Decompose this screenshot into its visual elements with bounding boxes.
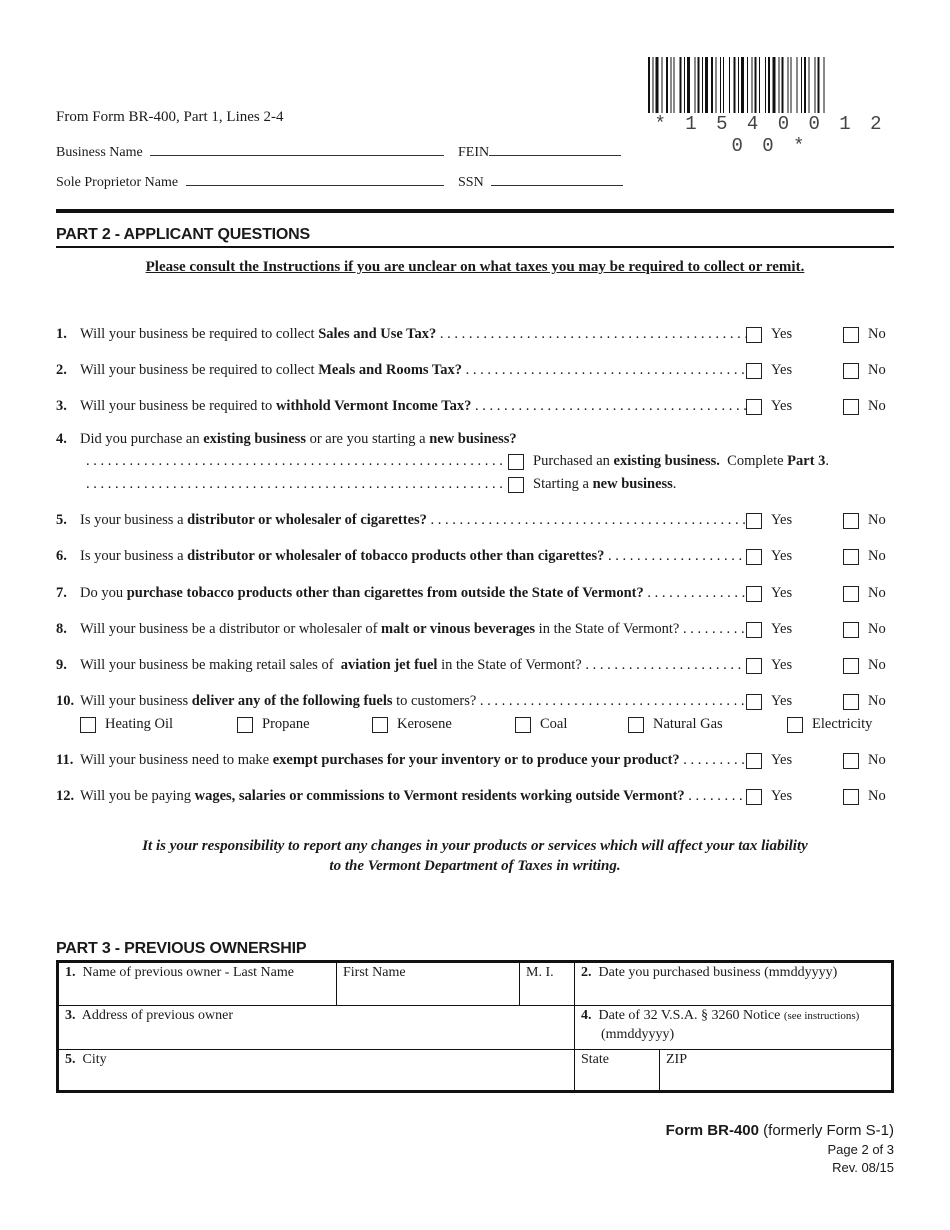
divider <box>56 209 894 213</box>
q4-existing-label: Purchased an existing business. Complete Part 3. <box>533 453 830 469</box>
address-field[interactable]: 3. Address of previous owner <box>58 1006 575 1050</box>
no-checkbox[interactable] <box>843 789 859 805</box>
dot-leader <box>86 476 504 493</box>
yes-checkbox[interactable] <box>746 513 762 529</box>
no-checkbox[interactable] <box>843 753 859 769</box>
no-label: No <box>868 752 886 768</box>
question-text: Is your business a distributor or wholesaler of tobacco products other than cigarettes? . . . <box>80 548 746 565</box>
question-number: 5. <box>56 512 67 528</box>
question-text: Will your business be making retail sales of aviation jet fuel in the State of Vermont? . . . <box>80 657 746 674</box>
page-number: Page 2 of 3 <box>827 1142 894 1157</box>
barcode <box>648 57 892 113</box>
question-row <box>56 362 894 382</box>
question-row <box>56 788 894 808</box>
ssn-row <box>458 171 623 191</box>
question-number: 10. <box>56 693 75 709</box>
question-text: Will your business be a distributor or wholesaler of malt or vinous beverages in the State of Vermont? . . . <box>80 621 746 638</box>
notice-date-field[interactable]: 4. Date of 32 V.S.A. § 3260 Notice (see instructions) (mmddyyyy) <box>575 1006 893 1050</box>
no-checkbox[interactable] <box>843 658 859 674</box>
fuel-checkbox[interactable] <box>515 717 531 733</box>
responsibility-line-1: It is your responsibility to report any changes in your products or services which will affect your tax liability <box>142 838 808 854</box>
yes-label: Yes <box>771 585 793 601</box>
question-text: Will you be paying wages, salaries or commissions to Vermont residents working outside Vermont? . . . <box>80 788 746 805</box>
no-label: No <box>868 548 886 564</box>
sole-proprietor-row <box>56 171 444 191</box>
question-row <box>56 431 894 451</box>
yes-label: Yes <box>771 548 793 564</box>
q4-new-label: Starting a new business. <box>533 476 677 492</box>
fuel-checkbox[interactable] <box>787 717 803 733</box>
yes-checkbox[interactable] <box>746 694 762 710</box>
no-label: No <box>868 657 886 673</box>
yes-label: Yes <box>771 693 793 709</box>
question-number: 2. <box>56 362 67 378</box>
zip-field[interactable]: ZIP <box>660 1050 893 1092</box>
yes-checkbox[interactable] <box>746 549 762 565</box>
no-label: No <box>868 362 886 378</box>
yes-label: Yes <box>771 362 793 378</box>
question-text: Did you purchase an existing business or are you starting a new business? <box>80 431 517 447</box>
question-row <box>56 621 894 641</box>
question-number: 11. <box>56 752 74 768</box>
no-checkbox[interactable] <box>843 399 859 415</box>
yes-label: Yes <box>771 788 793 804</box>
question-number: 8. <box>56 621 67 637</box>
yes-label: Yes <box>771 752 793 768</box>
barcode-number: * 1 5 4 0 0 1 2 0 0 * <box>654 113 886 157</box>
responsibility-line-2: to the Vermont Department of Taxes in writing. <box>329 858 621 874</box>
question-number: 4. <box>56 431 67 447</box>
question-row <box>56 585 894 605</box>
purchase-date-field[interactable]: 2. Date you purchased business (mmddyyyy) <box>575 962 893 1006</box>
question-number: 3. <box>56 398 67 414</box>
question-row <box>56 548 894 568</box>
no-checkbox[interactable] <box>843 586 859 602</box>
yes-label: Yes <box>771 512 793 528</box>
yes-label: Yes <box>771 398 793 414</box>
yes-label: Yes <box>771 657 793 673</box>
yes-checkbox[interactable] <box>746 586 762 602</box>
fuel-checkbox[interactable] <box>237 717 253 733</box>
fein-row <box>458 141 621 161</box>
question-text: Will your business be required to collect Sales and Use Tax? . . . <box>80 326 746 343</box>
yes-checkbox[interactable] <box>746 753 762 769</box>
question-text: Do you purchase tobacco products other than cigarettes from outside the State of Vermont? . . . <box>80 585 746 602</box>
no-checkbox[interactable] <box>843 622 859 638</box>
question-number: 7. <box>56 585 67 601</box>
question-number: 9. <box>56 657 67 673</box>
fein-field[interactable] <box>489 141 621 156</box>
no-checkbox[interactable] <box>843 549 859 565</box>
no-checkbox[interactable] <box>843 327 859 343</box>
no-label: No <box>868 398 886 414</box>
q4-new-checkbox[interactable] <box>508 477 524 493</box>
question-row <box>56 326 894 346</box>
business-name-field[interactable] <box>150 141 444 156</box>
question-row <box>56 693 894 713</box>
source-line: From Form BR-400, Part 1, Lines 2-4 <box>56 109 284 125</box>
question-text: Is your business a distributor or wholesaler of cigarettes? . . . <box>80 512 746 529</box>
business-name-label: Business Name <box>56 145 143 160</box>
question-number: 12. <box>56 788 75 804</box>
city-field[interactable]: 5. City <box>58 1050 575 1092</box>
sole-proprietor-field[interactable] <box>186 171 444 186</box>
previous-ownership-table <box>56 960 894 1093</box>
question-number: 6. <box>56 548 67 564</box>
no-label: No <box>868 512 886 528</box>
no-label: No <box>868 693 886 709</box>
fein-label: FEIN <box>458 145 490 160</box>
no-label: No <box>868 326 886 342</box>
question-row <box>56 512 894 532</box>
dot-leader <box>86 453 504 470</box>
fuel-checkbox[interactable] <box>372 717 388 733</box>
fuel-checkbox[interactable] <box>80 717 96 733</box>
ssn-label: SSN <box>458 175 484 190</box>
fuel-checkbox[interactable] <box>628 717 644 733</box>
question-text: Will your business be required to collect Meals and Rooms Tax? . . . <box>80 362 746 379</box>
question-text: Will your business deliver any of the following fuels to customers? . . . <box>80 693 746 710</box>
first-name-field[interactable]: First Name <box>337 962 520 1006</box>
mi-field[interactable]: M. I. <box>520 962 575 1006</box>
question-number: 1. <box>56 326 67 342</box>
no-checkbox[interactable] <box>843 363 859 379</box>
no-label: No <box>868 621 886 637</box>
no-label: No <box>868 788 886 804</box>
sole-proprietor-label: Sole Proprietor Name <box>56 175 179 190</box>
no-checkbox[interactable] <box>843 513 859 529</box>
last-name-field[interactable]: 1. Name of previous owner - Last Name <box>58 962 337 1006</box>
revision: Rev. 08/15 <box>832 1160 894 1175</box>
state-field[interactable]: State <box>575 1050 660 1092</box>
question-text: Will your business be required to withhold Vermont Income Tax? . . . <box>80 398 746 415</box>
yes-checkbox[interactable] <box>746 399 762 415</box>
yes-label: Yes <box>771 621 793 637</box>
yes-checkbox[interactable] <box>746 622 762 638</box>
yes-checkbox[interactable] <box>746 789 762 805</box>
yes-checkbox[interactable] <box>746 327 762 343</box>
part2-notice: Please consult the Instructions if you are unclear on what taxes you may be required to collect or remit. <box>145 259 805 275</box>
ssn-field[interactable] <box>491 171 623 186</box>
question-row <box>56 752 894 772</box>
question-row <box>56 398 894 418</box>
yes-checkbox[interactable] <box>746 658 762 674</box>
no-checkbox[interactable] <box>843 694 859 710</box>
question-row <box>56 657 894 677</box>
question-text: Will your business need to make exempt purchases for your inventory or to produce your product? . . . <box>80 752 746 769</box>
yes-label: Yes <box>771 326 793 342</box>
business-name-row <box>56 141 444 161</box>
divider <box>56 246 894 248</box>
form-name: Form BR-400 (formerly Form S-1) <box>665 1122 894 1139</box>
part2-title: PART 2 - APPLICANT QUESTIONS <box>56 226 310 243</box>
q4-existing-checkbox[interactable] <box>508 454 524 470</box>
yes-checkbox[interactable] <box>746 363 762 379</box>
no-label: No <box>868 585 886 601</box>
part3-title: PART 3 - PREVIOUS OWNERSHIP <box>56 940 307 957</box>
